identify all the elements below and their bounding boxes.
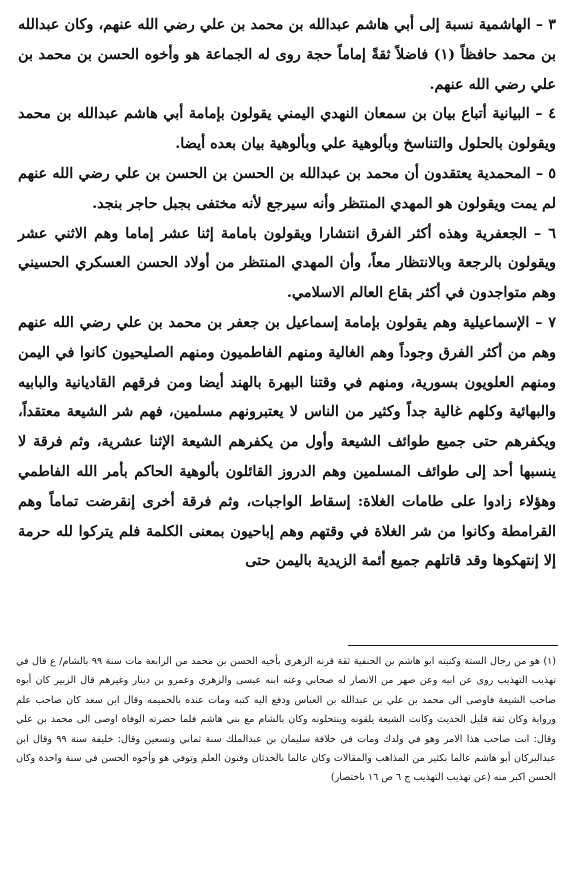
footnote-text: (١) هو من رجال الستة وكنيته ابو هاشم بن الحنفية ثقة قرنه الزهري بأخيه الحسن بن محمد من الرابعة مات سنة ٩٩ بالشام/ ع قال في تهذيب التهذيب روى عن ابيه وعن صهر من الانصار له صحابي وعنه ابنه عيسى والزهري وعمرو بن دينار وغيرهم قال الزبير كان أبوه صاحب الشيعة فاوصى الى محمد بن علي بن عبدالله بن العباس ودفع اليه كتبه ومات عنده بالحميمه وقال ابن سعد كان صاحب علم ورواية وكان ثقة قليل الحديث وكانت الشيعة يلقونه وينتحلونه وكان بالشام مع بني هاشم فلما حضرته الوفاة اوصى الى محمد بن علي وقال: انت صاحب هذا الامر وهو في ولدك ومات في خلافة سليمان بن عبدالملك سنة ثماني وتسعين وقال: خليفة سنة ٩٩ وقال ابن عبدالبركان أبو هاشم عالما بكثير من المذاهب والمقالات وكان عالما بالحدثان وفنون العلم وتوفي هو وأخوه الحسن في سنة واحدة وكان الحسن اكبر منه (عن تهذيب التهذيب ج ٦ ص ١٦ باختصار) — [16, 656, 557, 784]
main-text — [18, 10, 556, 576]
paragraph-ismailiyya: ٧ – الإسماعيلية وهم يقولون بإمامة إسماعيل بن جعفر بن محمد بن علي رضي الله عنهم وهم من أكثر الفرق وجوداً وهم الغالية ومنهم الفاطميون ومنهم الصليحيون كانوا في اليمن ومنهم العلويون بسورية، ومنهم في وقتنا البهرة بالهند أيضا ومن فرقهم القاديانية والبابيه والبهائية وكلهم غالية جداً وكثير من الناس لا يعتبرونهم مسلمين، فهم شر الشيعة معتقداً، ويكفرهم حتى جميع طوائف الشيعة وأول من يكفرهم الشيعة الإثنا عشرية، وثم فرقة لا ينسبها أحد إلى طوائف المسلمين وهم الدروز القائلون بألوهية الحاكم بأمر الله الفاطمي وهؤلاء زادوا على طامات الغلاة: إسقاط الواجبات، وثم فرقة أخرى إنقرضت تماماً وهم القرامطة وكانوا من شر الغلاة في وقتهم وهم إباحيون بمعنى الكلمة فلم يتركوا لله حرمة إلا إنتهكوها وقد قاتلهم جميع أئمة الزيدية باليمن حتى — [18, 313, 556, 570]
paragraph-bayaniyya: ٤ – البيانية أتباع بيان بن سمعان النهدي اليمني يقولون بإمامة أبي هاشم عبدالله بن محمد ويقولون بالحلول والتناسخ وبألوهية علي وبألوهية بيان بعده أيضا. — [18, 105, 556, 153]
footnote — [16, 652, 556, 788]
footnote-separator — [348, 645, 558, 646]
paragraph-muhammadiyya: ٥ – المحمدية يعتقدون أن محمد بن عبدالله بن الحسن بن الحسن بن علي رضي الله عنهم لم يمت ويقولون هو المهدي المنتظر وأنه سيرجع لأنه مختفى بجبل حاجر بنجد. — [18, 164, 556, 212]
paragraph-jafariyya: ٦ – الجعفرية وهذه أكثر الفرق انتشارا ويقولون بامامة إثنا عشر إماما وهم الاثني عشر ويقولون بالرجعة وبالانتظار معاً، وأن المهدي المنتظر من أولاد الحسن العسكري الحسيني وهم متواجدون في أكثر بقاع العالم الاسلامي. — [18, 224, 556, 302]
paragraph-hashimiyya: ٣ – الهاشمية نسبة إلى أبي هاشم عبدالله بن محمد بن علي رضي الله عنهم، وكان عبدالله بن محمد حافظاً (١) فاضلاً ثقةً إماماً حجة روى له الجماعة هو وأخوه الحسن بن محمد بن علي رضي الله عنهم. — [18, 16, 556, 93]
